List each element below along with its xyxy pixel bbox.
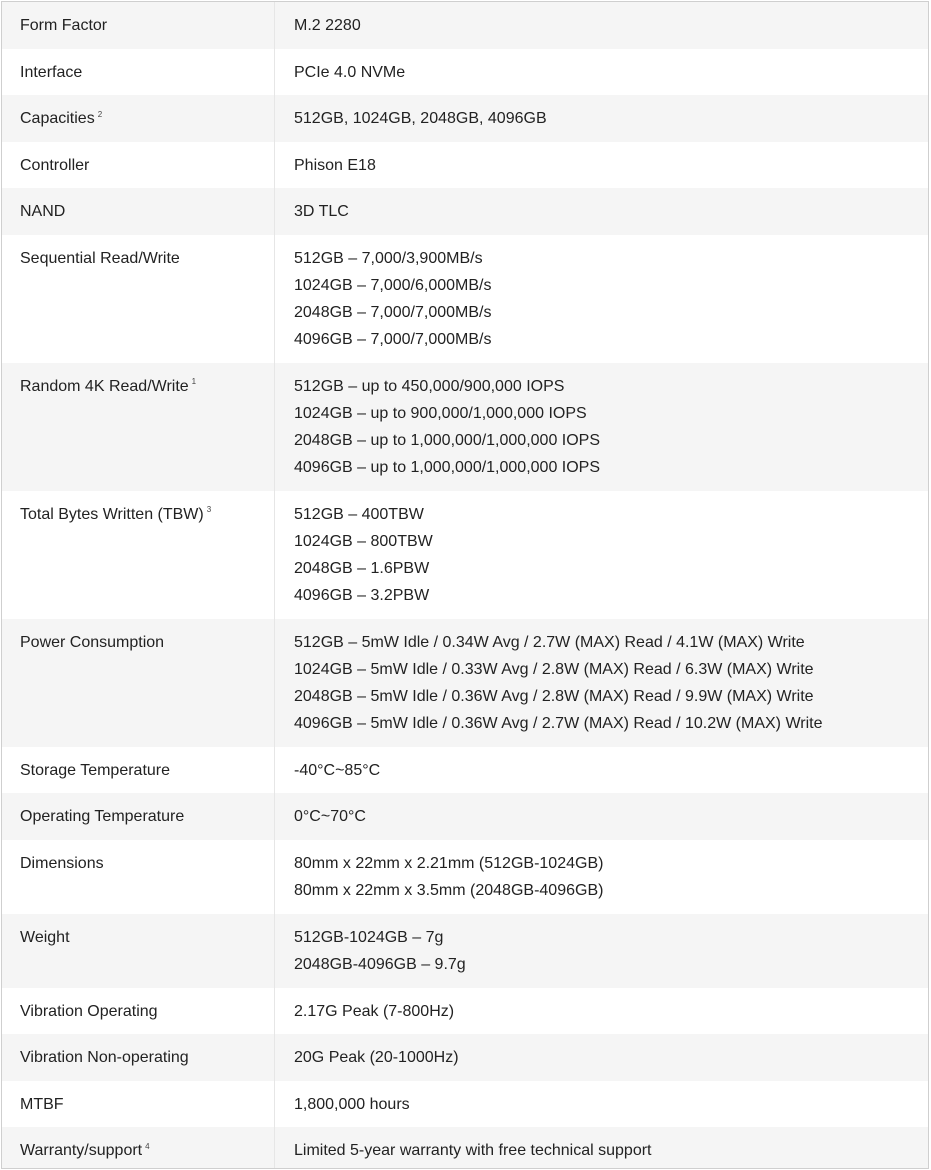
spec-value: [275, 188, 928, 235]
spec-label: [2, 619, 275, 747]
spec-value-line: 512GB-1024GB – 7g: [294, 928, 444, 946]
spec-table: [1, 1, 929, 1169]
spec-value-line: 4096GB – 7,000/7,000MB/s: [294, 330, 492, 348]
spec-value-line: 1024GB – up to 900,000/1,000,000 IOPS: [294, 404, 587, 422]
spec-row-controller: [2, 142, 928, 189]
spec-value-line: 20G Peak (20-1000Hz): [294, 1049, 459, 1066]
spec-value-line: 1024GB – 7,000/6,000MB/s: [294, 276, 492, 294]
footnote-marker: 2: [97, 109, 103, 119]
spec-value-line: 80mm x 22mm x 3.5mm (2048GB-4096GB): [294, 881, 604, 899]
spec-label: [2, 142, 275, 189]
spec-label: [2, 363, 275, 491]
spec-value-line: 3D TLC: [294, 203, 349, 220]
spec-row-random-4k-read-write: [2, 363, 928, 491]
spec-row-mtbf: [2, 1081, 928, 1128]
spec-value: [275, 95, 928, 142]
spec-value-line: 2.17G Peak (7-800Hz): [294, 1002, 455, 1020]
spec-row-warranty-support: [2, 1127, 928, 1169]
spec-label-text: Form Factor: [20, 17, 108, 34]
spec-row-nand: [2, 188, 928, 235]
spec-value-line: 1024GB – 800TBW: [294, 532, 433, 550]
spec-row-vibration-non-operating: [2, 1034, 928, 1081]
spec-value-line: 2048GB – 1.6PBW: [294, 559, 430, 577]
spec-value: [275, 793, 928, 840]
spec-value: [275, 491, 928, 619]
spec-value-line: 2048GB – 5mW Idle / 0.36W Avg / 2.8W (MAX) Read / 9.9W (MAX) Write: [294, 687, 814, 705]
spec-value: [275, 235, 928, 363]
spec-value-line: 2048GB-4096GB – 9.7g: [294, 955, 466, 973]
spec-label: [2, 1034, 275, 1081]
spec-value: [275, 142, 928, 189]
spec-row-power-consumption: [2, 619, 928, 747]
spec-value-line: 80mm x 22mm x 2.21mm (512GB-1024GB): [294, 854, 604, 872]
spec-row-sequential-read-write: [2, 235, 928, 363]
spec-value-line: 4096GB – 3.2PBW: [294, 586, 430, 604]
spec-value-line: M.2 2280: [294, 17, 361, 34]
spec-value-line: 512GB – up to 450,000/900,000 IOPS: [294, 377, 565, 395]
spec-label-text: Total Bytes Written (TBW): [20, 505, 204, 523]
spec-label-text: Operating Temperature: [20, 808, 185, 825]
spec-label: [2, 840, 275, 914]
spec-value-line: 512GB – 5mW Idle / 0.34W Avg / 2.7W (MAX) Read / 4.1W (MAX) Write: [294, 633, 805, 651]
spec-value: [275, 49, 928, 96]
spec-value: [275, 840, 928, 914]
spec-value: [275, 914, 928, 988]
spec-value-line: -40°C~85°C: [294, 761, 381, 779]
spec-row-interface: [2, 49, 928, 96]
spec-value: [275, 619, 928, 747]
spec-value-line: 2048GB – 7,000/7,000MB/s: [294, 303, 492, 321]
spec-label-text: Vibration Operating: [20, 1002, 158, 1020]
spec-value: [275, 2, 928, 49]
spec-value-line: 4096GB – 5mW Idle / 0.36W Avg / 2.7W (MAX) Read / 10.2W (MAX) Write: [294, 714, 823, 732]
spec-row-vibration-operating: [2, 988, 928, 1035]
spec-label-text: NAND: [20, 203, 66, 220]
spec-label-text: MTBF: [20, 1095, 64, 1113]
spec-label: [2, 988, 275, 1035]
spec-label: [2, 747, 275, 794]
spec-label: [2, 793, 275, 840]
spec-value-line: 1,800,000 hours: [294, 1095, 410, 1113]
spec-value-line: 0°C~70°C: [294, 808, 366, 825]
spec-label: [2, 188, 275, 235]
spec-label-text: Warranty/support: [20, 1142, 143, 1159]
footnote-marker: 4: [145, 1141, 150, 1151]
spec-label: [2, 491, 275, 619]
spec-label-text: Weight: [20, 928, 70, 946]
spec-row-weight: [2, 914, 928, 988]
footnote-marker: 1: [191, 377, 197, 387]
spec-label: [2, 2, 275, 49]
spec-label-text: Capacities: [20, 110, 95, 127]
spec-value-line: Limited 5-year warranty with free technical support: [294, 1142, 652, 1159]
spec-label-text: Power Consumption: [20, 633, 165, 651]
spec-row-dimensions: [2, 840, 928, 914]
spec-value-line: 512GB – 7,000/3,900MB/s: [294, 249, 483, 267]
spec-value: [275, 1127, 928, 1169]
spec-label: [2, 235, 275, 363]
spec-row-capacities: [2, 95, 928, 142]
spec-label-text: Interface: [20, 63, 83, 81]
spec-row-total-bytes-written-tbw: [2, 491, 928, 619]
spec-row-storage-temperature: [2, 747, 928, 794]
spec-value: [275, 988, 928, 1035]
spec-label: [2, 1081, 275, 1128]
spec-label: [2, 1127, 275, 1169]
footnote-marker: 3: [206, 505, 212, 515]
spec-label-text: Random 4K Read/Write: [20, 377, 189, 395]
spec-label-text: Controller: [20, 156, 90, 174]
spec-label: [2, 914, 275, 988]
spec-value-line: 1024GB – 5mW Idle / 0.33W Avg / 2.8W (MAX) Read / 6.3W (MAX) Write: [294, 660, 814, 678]
spec-row-form-factor: [2, 2, 928, 49]
spec-label-text: Dimensions: [20, 854, 104, 872]
spec-value-line: PCIe 4.0 NVMe: [294, 63, 406, 81]
spec-value: [275, 1034, 928, 1081]
spec-label-text: Storage Temperature: [20, 761, 171, 779]
spec-value-line: 4096GB – up to 1,000,000/1,000,000 IOPS: [294, 458, 601, 476]
spec-value: [275, 363, 928, 491]
spec-label: [2, 49, 275, 96]
spec-label-text: Sequential Read/Write: [20, 249, 180, 267]
spec-value: [275, 747, 928, 794]
spec-value-line: Phison E18: [294, 156, 376, 174]
spec-row-operating-temperature: [2, 793, 928, 840]
spec-value: [275, 1081, 928, 1128]
spec-value-line: 2048GB – up to 1,000,000/1,000,000 IOPS: [294, 431, 601, 449]
spec-value-line: 512GB, 1024GB, 2048GB, 4096GB: [294, 110, 547, 127]
spec-label-text: Vibration Non-operating: [20, 1049, 189, 1066]
spec-label: [2, 95, 275, 142]
spec-value-line: 512GB – 400TBW: [294, 505, 424, 523]
